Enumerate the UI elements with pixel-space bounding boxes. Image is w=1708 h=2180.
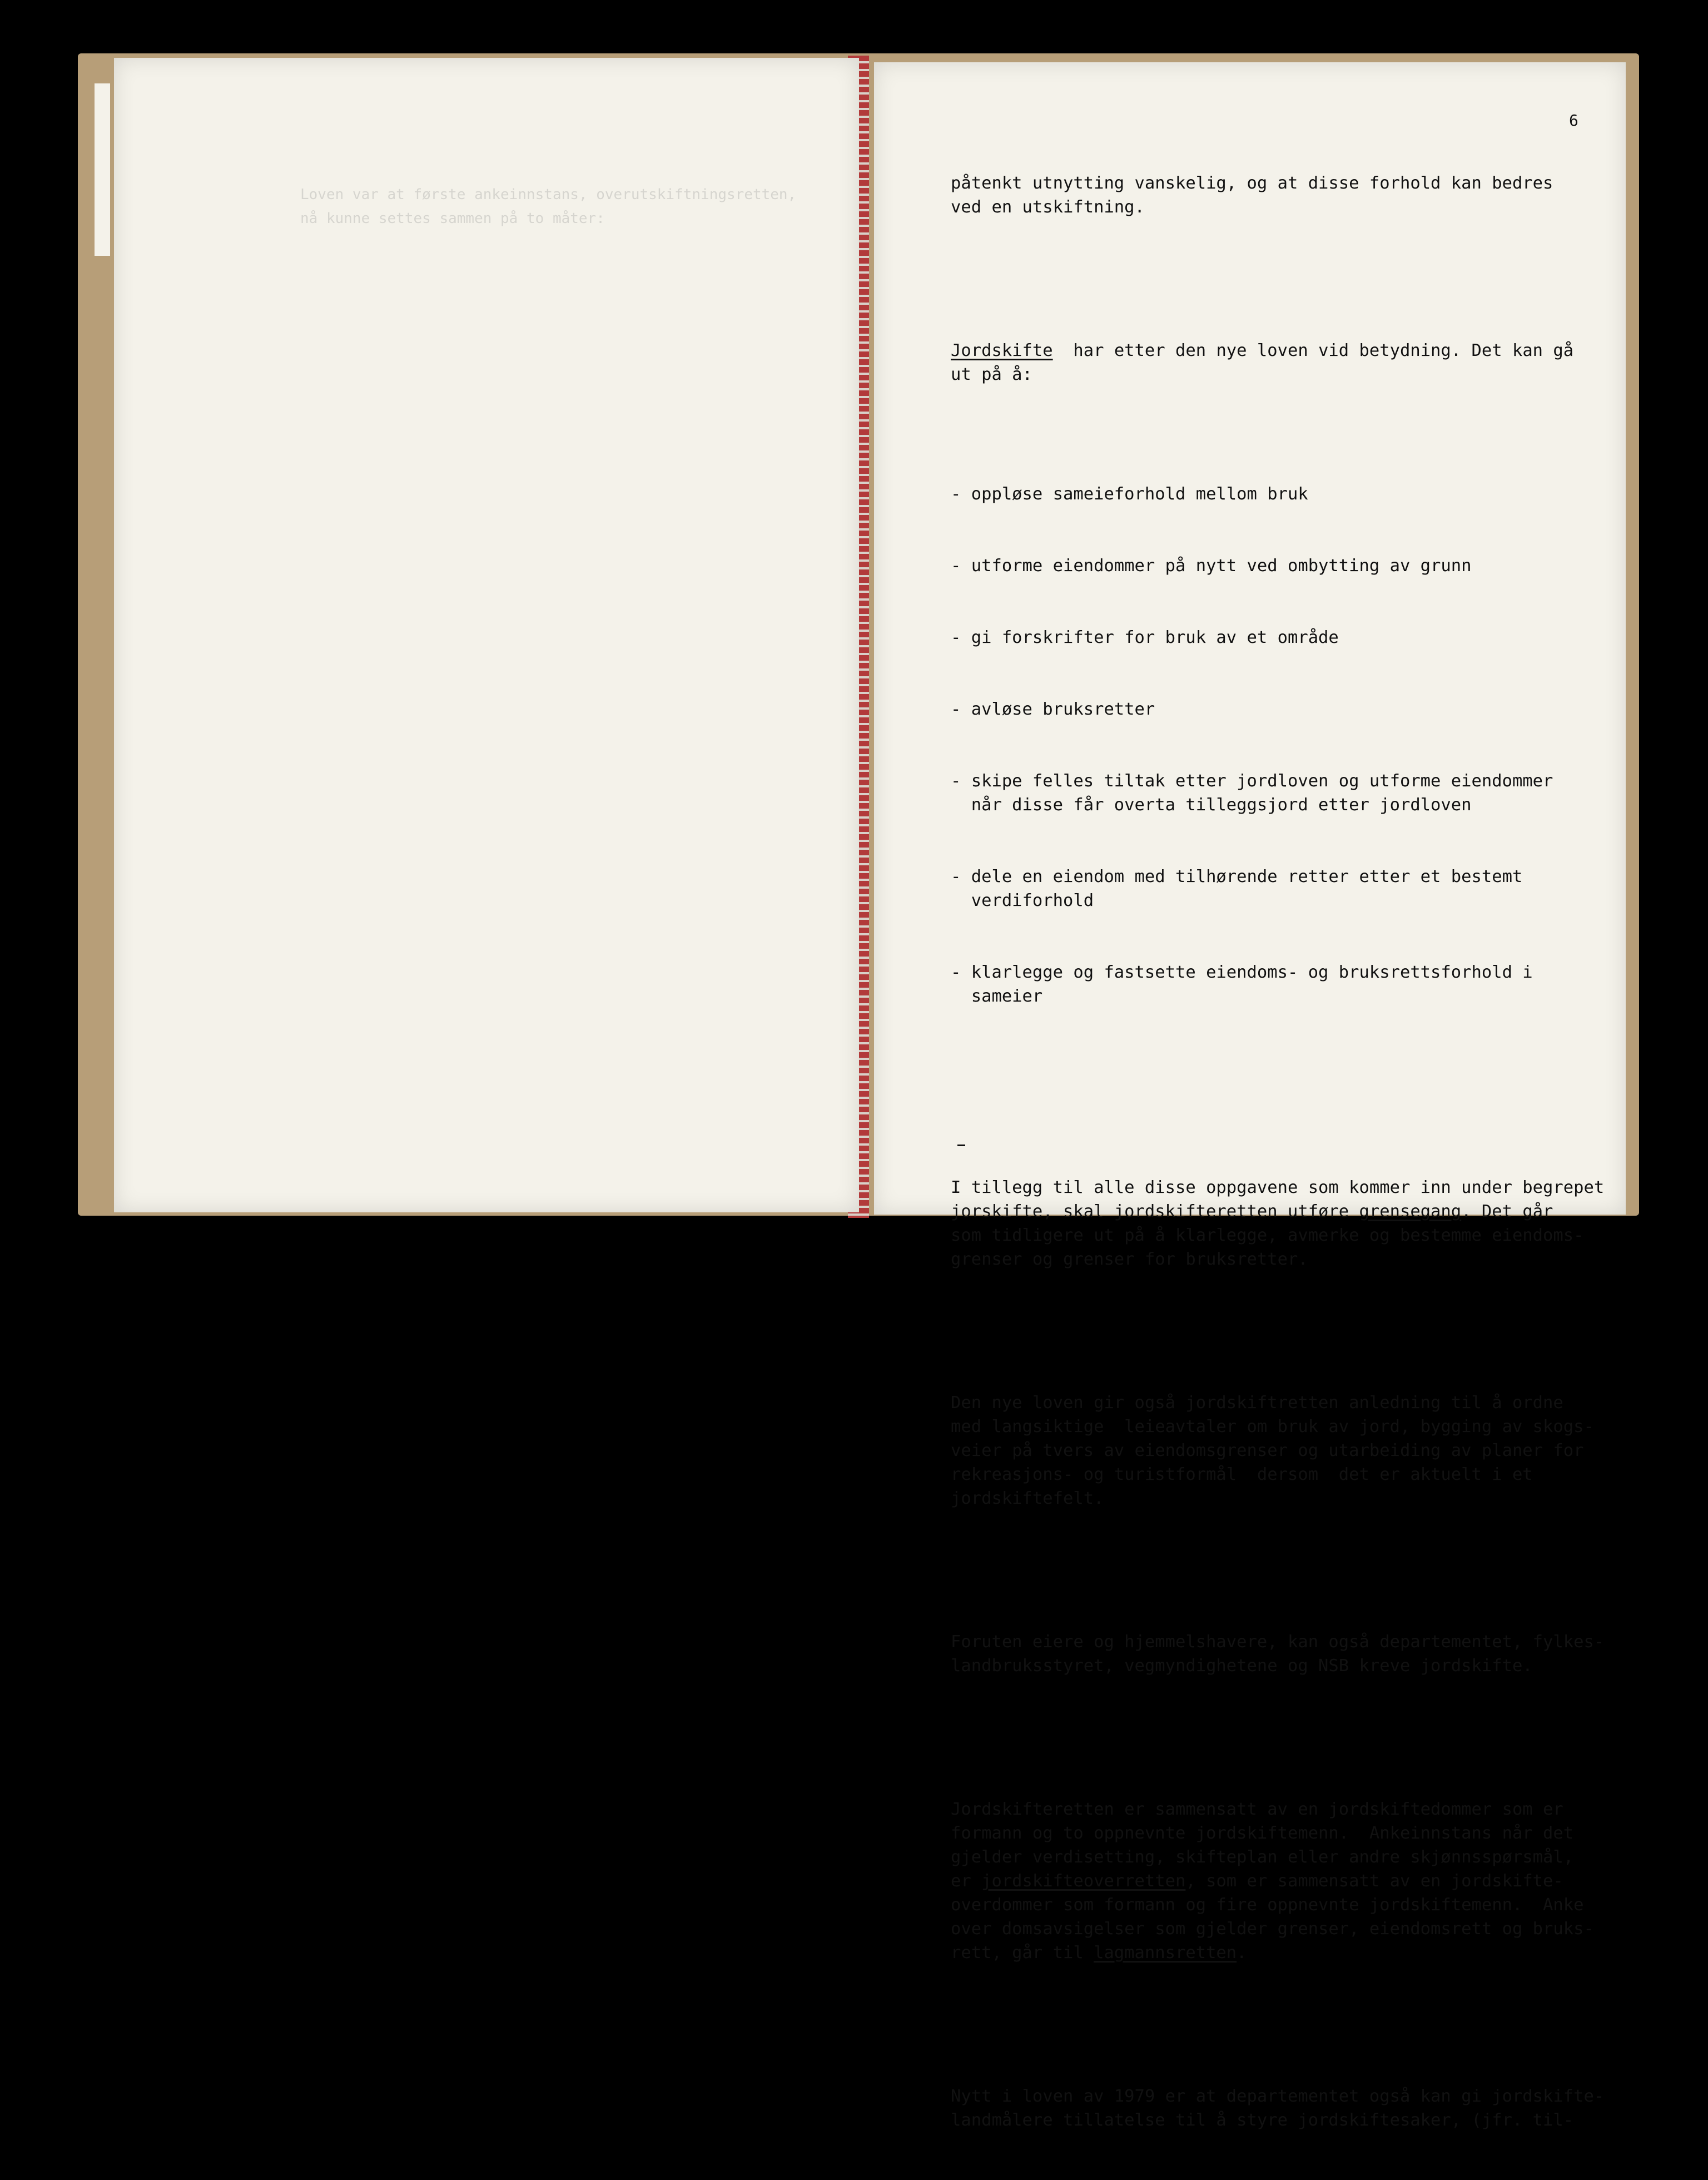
page-tab (95, 83, 110, 256)
list-item: - klarlegge og fastsette eiendoms- og bruksrettsforhold i sameier (951, 963, 1533, 1006)
left-page (114, 58, 859, 1212)
left-page-show-through-text: Loven var at første ankeinnstans, overutskiftningsretten, nå kunne settes sammen på to måter: (300, 186, 797, 227)
term-lagmannsretten: lagmannsretten (1094, 1943, 1237, 1963)
paragraph-nytt-i-loven: Nytt i loven av 1979 er at departementet også kan gi jordskifte- landmålere tillatelse til å styre jordskiftesaker, (jfr. til- (951, 2087, 1605, 2130)
paragraph-grensegang-b: . Det går som tidligere ut på å klarlegge, avmerke og bestemme eiendoms- grenser og grenser for bruksretter. (951, 1202, 1584, 1269)
term-grensegang: grensegang (1359, 1202, 1462, 1221)
document-body (951, 123, 1612, 2180)
paragraph-kreve-jordskifte: Foruten eiere og hjemmelshavere, kan også departementet, fylkes- landbruksstyret, vegmyndighetene og NSB kreve jordskifte. (951, 1632, 1605, 1676)
page-number: 6 (1569, 111, 1578, 130)
list-item: - skipe felles tiltak etter jordloven og utforme eiendommer når disse får overta tilleggsjord etter jordloven (951, 771, 1553, 815)
list-item: - dele en eiendom med tilhørende retter etter et bestemt verdiforhold (951, 867, 1523, 910)
paragraph-leieavtaler: Den nye loven gir også jordskiftretten anledning til å ordne med langsiktige leieavtaler om bruk av jord, bygging av skogs- veier på tvers av eiendomsgrenser og utarbeiding av planer for rekreasjons- og turistformål dersom det er aktuelt i et jordskiftefelt. (951, 1393, 1594, 1508)
list-item: - oppløse sameieforhold mellom bruk (951, 484, 1308, 504)
list-item: - gi forskrifter for bruk av et område (951, 628, 1339, 647)
term-jordskifteoverretten: jordskifteoverretten (981, 1871, 1186, 1891)
paragraph-jordskifteretten (951, 1797, 1612, 1965)
paragraph-jordskifteretten-c: . (1237, 1943, 1247, 1963)
list-item: - avløse bruksretter (951, 700, 1155, 719)
paragraph-utskiftning: påtenkt utnytting vanskelig, og at disse forhold kan bedres ved en utskiftning. (951, 174, 1553, 217)
task-list (951, 434, 1612, 1056)
paragraph-grensegang (951, 1176, 1612, 1271)
list-item: - utforme eiendommer på nytt ved ombytting av grunn (951, 556, 1472, 576)
paragraph-jordskifte-rest: har etter den nye loven vid betydning. Det kan gå ut på å: (951, 341, 1574, 384)
paragraph-jordskifteretten-a: Jordskifteretten er sammensatt av en jordskiftedommer som er formann og to oppnevnte jordskiftemenn. Ankeinnstans når det gjelder verdisetting, skifteplan eller andre skjønnsspørsmål, er (951, 1800, 1574, 1891)
term-jordskifte: Jordskifte (951, 341, 1053, 360)
right-page (874, 62, 1626, 2130)
dash-mark (957, 1144, 965, 1146)
paragraph-grensegang-a: I tillegg til alle disse oppgavene som kommer inn under begrepet jorskifte, skal jordskifteretten utføre (951, 1178, 1605, 1221)
paragraph-jordskifteretten-b: , som er sammensatt av en jordskifte- overdommer som formann og fire oppnevnte jordskiftemenn. Anke over domsavsigelser som gjelder grenser, eiendomsrett og bruks- rett, går til (951, 1871, 1594, 1963)
paragraph-jordskifte (951, 339, 1612, 387)
